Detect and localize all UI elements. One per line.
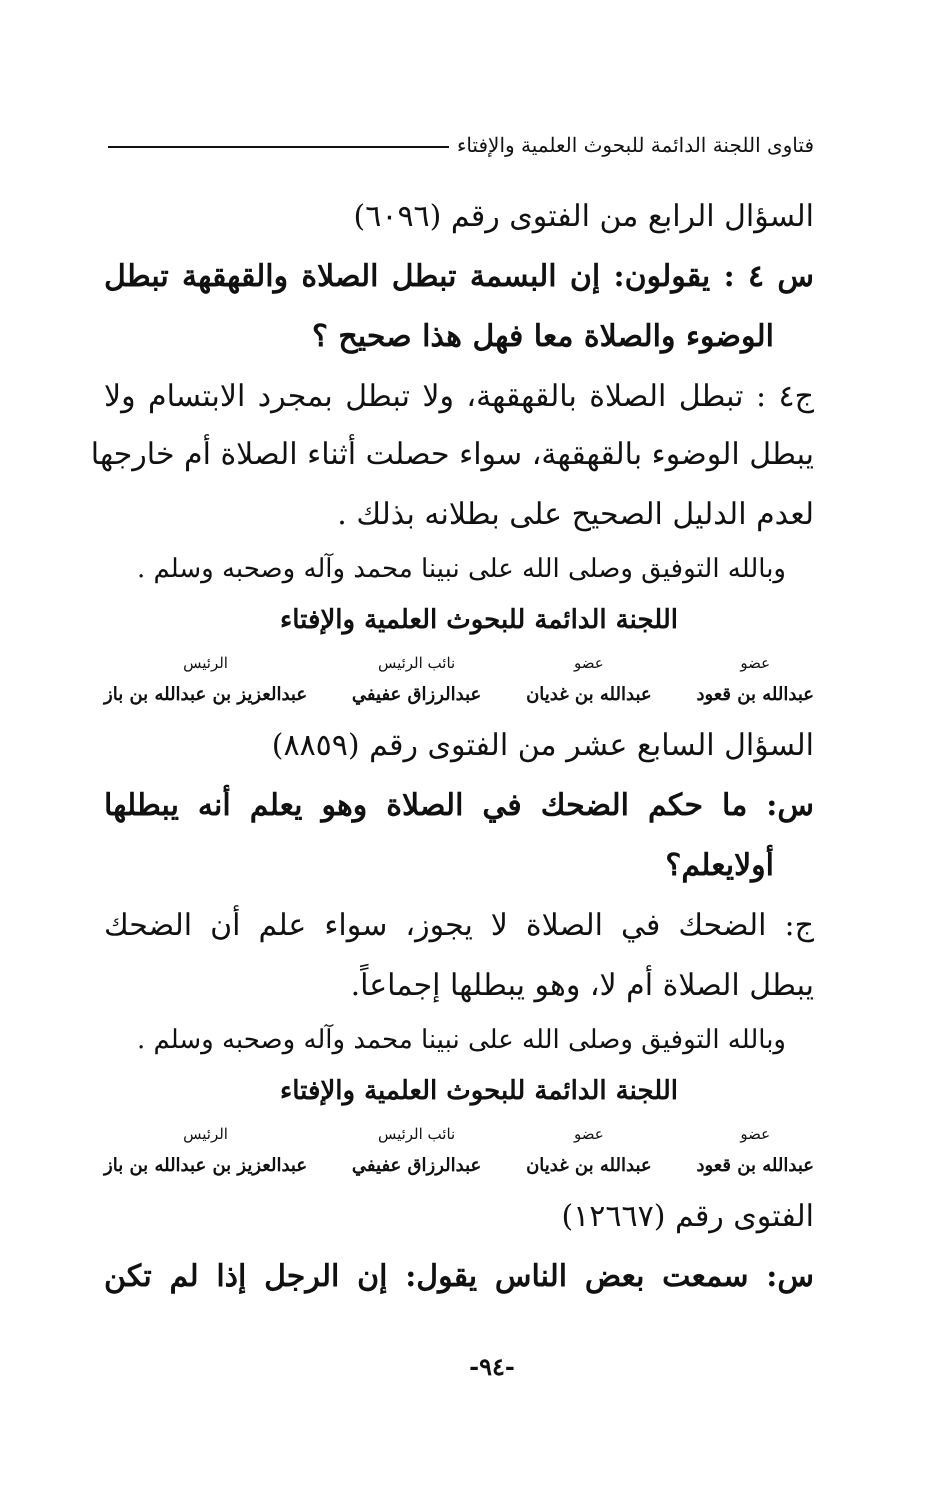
signatory-role: عضو: [740, 654, 771, 672]
signatory-name: عبدالله بن غديان: [526, 1155, 652, 1176]
header-title: فتاوى اللجنة الدائمة للبحوث العلمية والإفتاء: [456, 133, 814, 157]
signatory: [352, 654, 481, 705]
signatory: [526, 654, 652, 705]
signatory-name: عبدالعزيز بن عبدالله بن باز: [104, 684, 308, 705]
answer-line: ج٤ : تبطل الصلاة بالقهقهة، ولا تبطل بمجرد الابتسام ولا: [104, 379, 814, 414]
closing-line: وبالله التوفيق وصلى الله على نبينا محمد وآله وصحبه وسلم .: [136, 554, 786, 584]
signatory: [526, 1125, 652, 1176]
section-heading: السؤال السابع عشر من الفتوى رقم (٨٨٥٩): [271, 728, 814, 763]
signatory: [104, 1125, 307, 1176]
closing-line: وبالله التوفيق وصلى الله على نبينا محمد وآله وصحبه وسلم .: [136, 1025, 786, 1055]
page-content: [90, 186, 814, 1306]
section-heading: الفتوى رقم (١٢٦٦٧): [561, 1199, 814, 1234]
fatwa-section-1: [90, 186, 814, 705]
signatures: [104, 654, 814, 705]
question-line: س ٤ : يقولون: إن البسمة تبطل الصلاة والقهقهة تبطل: [104, 259, 814, 294]
signatory-name: عبدالعزيز بن عبدالله بن باز: [104, 1155, 308, 1176]
question-line: أولايعلم؟: [665, 848, 774, 883]
signatory-name: عبدالرزاق عفيفي: [351, 1155, 482, 1176]
running-header: [108, 128, 814, 162]
question-line: س: ما حكم الضحك في الصلاة وهو يعلم أنه يبطلها: [104, 788, 814, 823]
signatory-name: عبدالرزاق عفيفي: [351, 684, 482, 705]
signatory: [696, 654, 814, 705]
signatures: [104, 1125, 814, 1176]
signatory-role: الرئيس: [183, 1125, 228, 1143]
signatory-role: عضو: [574, 1125, 604, 1143]
signatory-role: الرئيس: [183, 654, 228, 672]
page-number: -٩٤-: [469, 1352, 515, 1381]
signatory-role: عضو: [574, 654, 604, 672]
committee-title: اللجنة الدائمة للبحوث العلمية والإفتاء: [280, 1076, 678, 1106]
answer-line: ج: الضحك في الصلاة لا يجوز، سواء علم أن الضحك: [104, 908, 814, 943]
answer-line: يبطل الصلاة أم لا، وهو يبطلها إجماعاً.: [350, 968, 814, 1003]
answer-line: لعدم الدليل الصحيح على بطلانه بذلك .: [337, 497, 814, 532]
section-heading: السؤال الرابع من الفتوى رقم (٦٠٩٦): [353, 199, 814, 234]
committee-title: اللجنة الدائمة للبحوث العلمية والإفتاء: [280, 605, 678, 635]
answer-line: يبطل الوضوء بالقهقهة، سواء حصلت أثناء الصلاة أم خارجها: [90, 437, 814, 472]
signatory-role: نائب الرئيس: [377, 654, 456, 672]
question-line: س: سمعت بعض الناس يقول: إن الرجل إذا لم تكن: [104, 1259, 814, 1294]
fatwa-section-2: [104, 715, 814, 1176]
signatory: [104, 654, 307, 705]
question-line: الوضوء والصلاة معا فهل هذا صحيح ؟: [312, 319, 774, 354]
signatory-name: عبدالله بن غديان: [526, 684, 652, 705]
header-rule: [108, 146, 449, 148]
signatory-role: نائب الرئيس: [377, 1125, 456, 1143]
signatory: [352, 1125, 481, 1176]
signatory: [696, 1125, 814, 1176]
signatory-name: عبدالله بن قعود: [696, 684, 814, 705]
fatwa-section-3: [104, 1186, 814, 1306]
signatory-name: عبدالله بن قعود: [696, 1155, 814, 1176]
signatory-role: عضو: [740, 1125, 771, 1143]
